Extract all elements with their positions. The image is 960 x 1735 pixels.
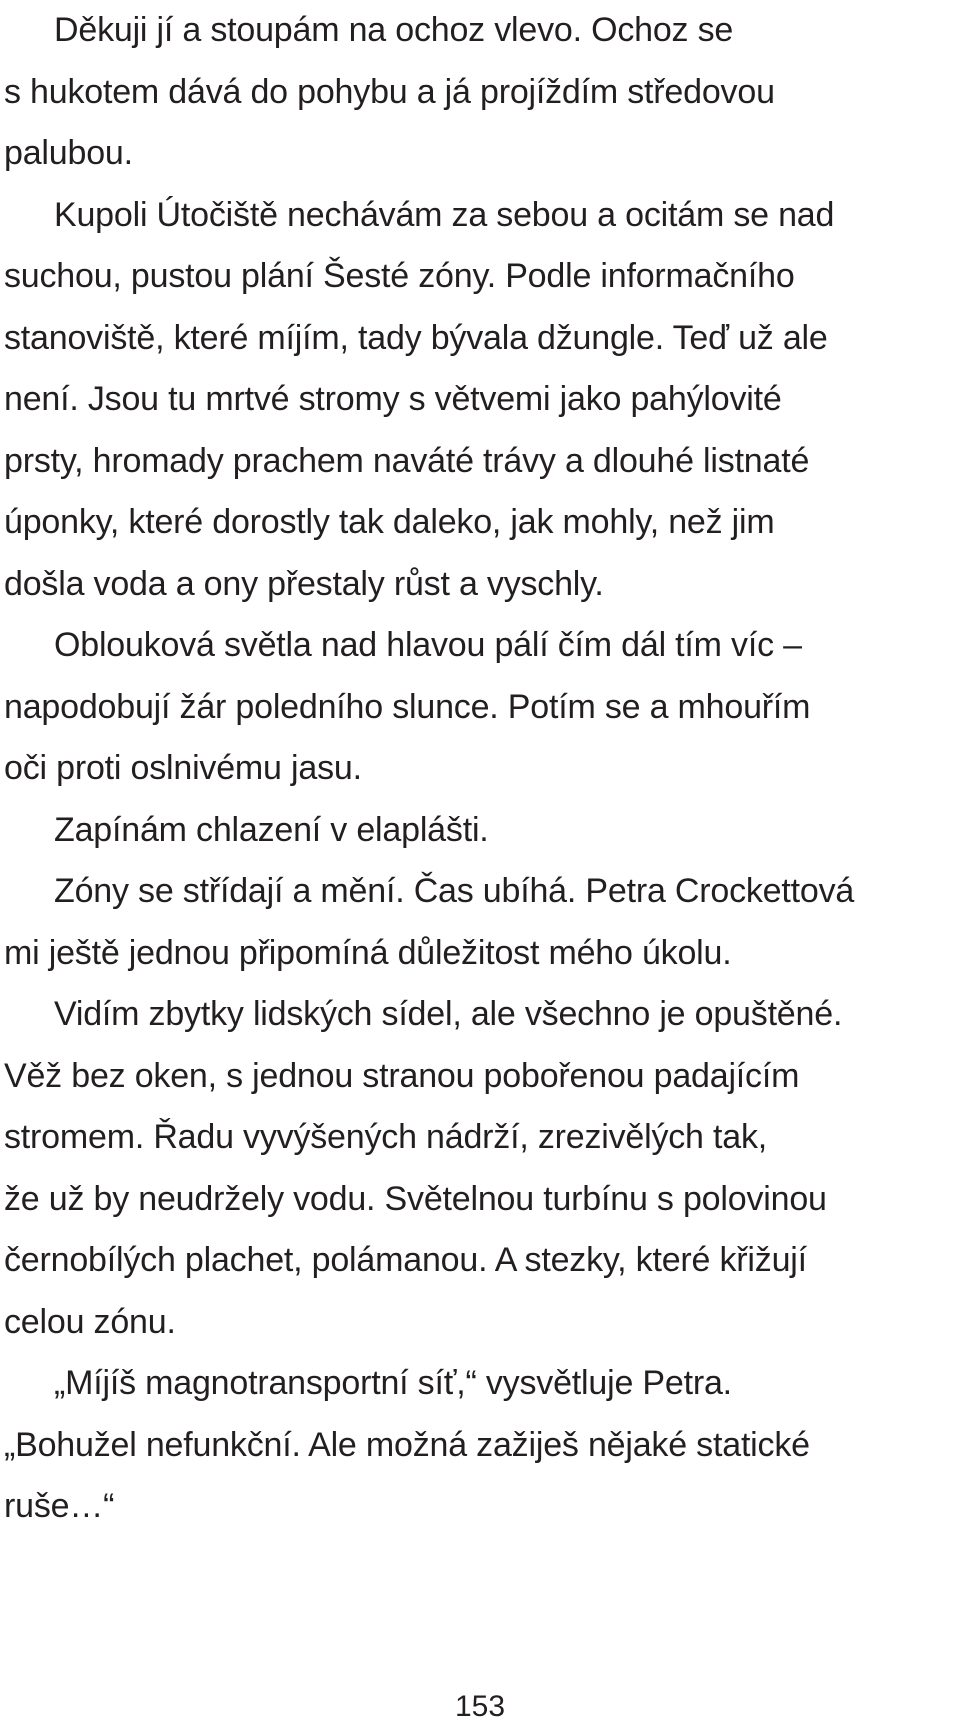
page-number: 153 [454,1690,506,1723]
text-line: stromem. Řadu vyvýšených nádrží, zrezivělých tak, [4,1118,768,1156]
text-line: Zapínám chlazení v elaplášti. [54,810,489,849]
text-line: Kupoli Útočiště nechávám za sebou a ocitám se nad [54,195,835,234]
text-line: černobílých plachet, polámanou. A stezky, které křižují [4,1241,807,1279]
text-line: že už by neudržely vodu. Světelnou turbínu s polovinou [4,1179,827,1218]
text-line: oči proti oslnivému jasu. [4,749,362,787]
text-line: „Míjíš magnotransportní síť,“ vysvětluje Petra. [54,1364,732,1402]
text-line: napodobují žár poledního slunce. Potím se a mhouřím [4,687,811,726]
text-line: mi ještě jednou připomíná důležitost mého úkolu. [4,933,732,972]
text-line: s hukotem dává do pohybu a já projíždím středovou [4,72,775,111]
text-line: „Bohužel nefunkční. Ale možná zažiješ nějaké statické [4,1425,810,1464]
text-line: ruše…“ [4,1487,115,1525]
text-line: Oblouková světla nad hlavou pálí čím dál tím víc – [54,626,802,664]
text-line: úponky, které dorostly tak daleko, jak mohly, než jim [4,503,775,541]
text-line: není. Jsou tu mrtvé stromy s větvemi jako pahýlovité [4,380,782,418]
text-line: Zóny se střídají a mění. Čas ubíhá. Petra Crockettová [54,872,855,910]
text-line: celou zónu. [4,1302,176,1341]
text-line: Věž bez oken, s jednou stranou pobořenou padajícím [4,1056,800,1095]
text-line: Děkuji jí a stoupám na ochoz vlevo. Ochoz se [54,11,734,49]
text-line: došla voda a ony přestaly růst a vyschly. [4,564,604,603]
text-line: suchou, pustou plání Šesté zóny. Podle informačního [4,257,795,295]
text-line: prsty, hromady prachem naváté trávy a dlouhé listnaté [4,441,810,480]
text-line: palubou. [4,134,133,172]
text-line: stanoviště, které míjím, tady bývala džungle. Teď už ale [4,318,828,357]
body-text [4,0,956,1538]
text-line: Vidím zbytky lidských sídel, ale všechno je opuštěné. [54,995,843,1033]
